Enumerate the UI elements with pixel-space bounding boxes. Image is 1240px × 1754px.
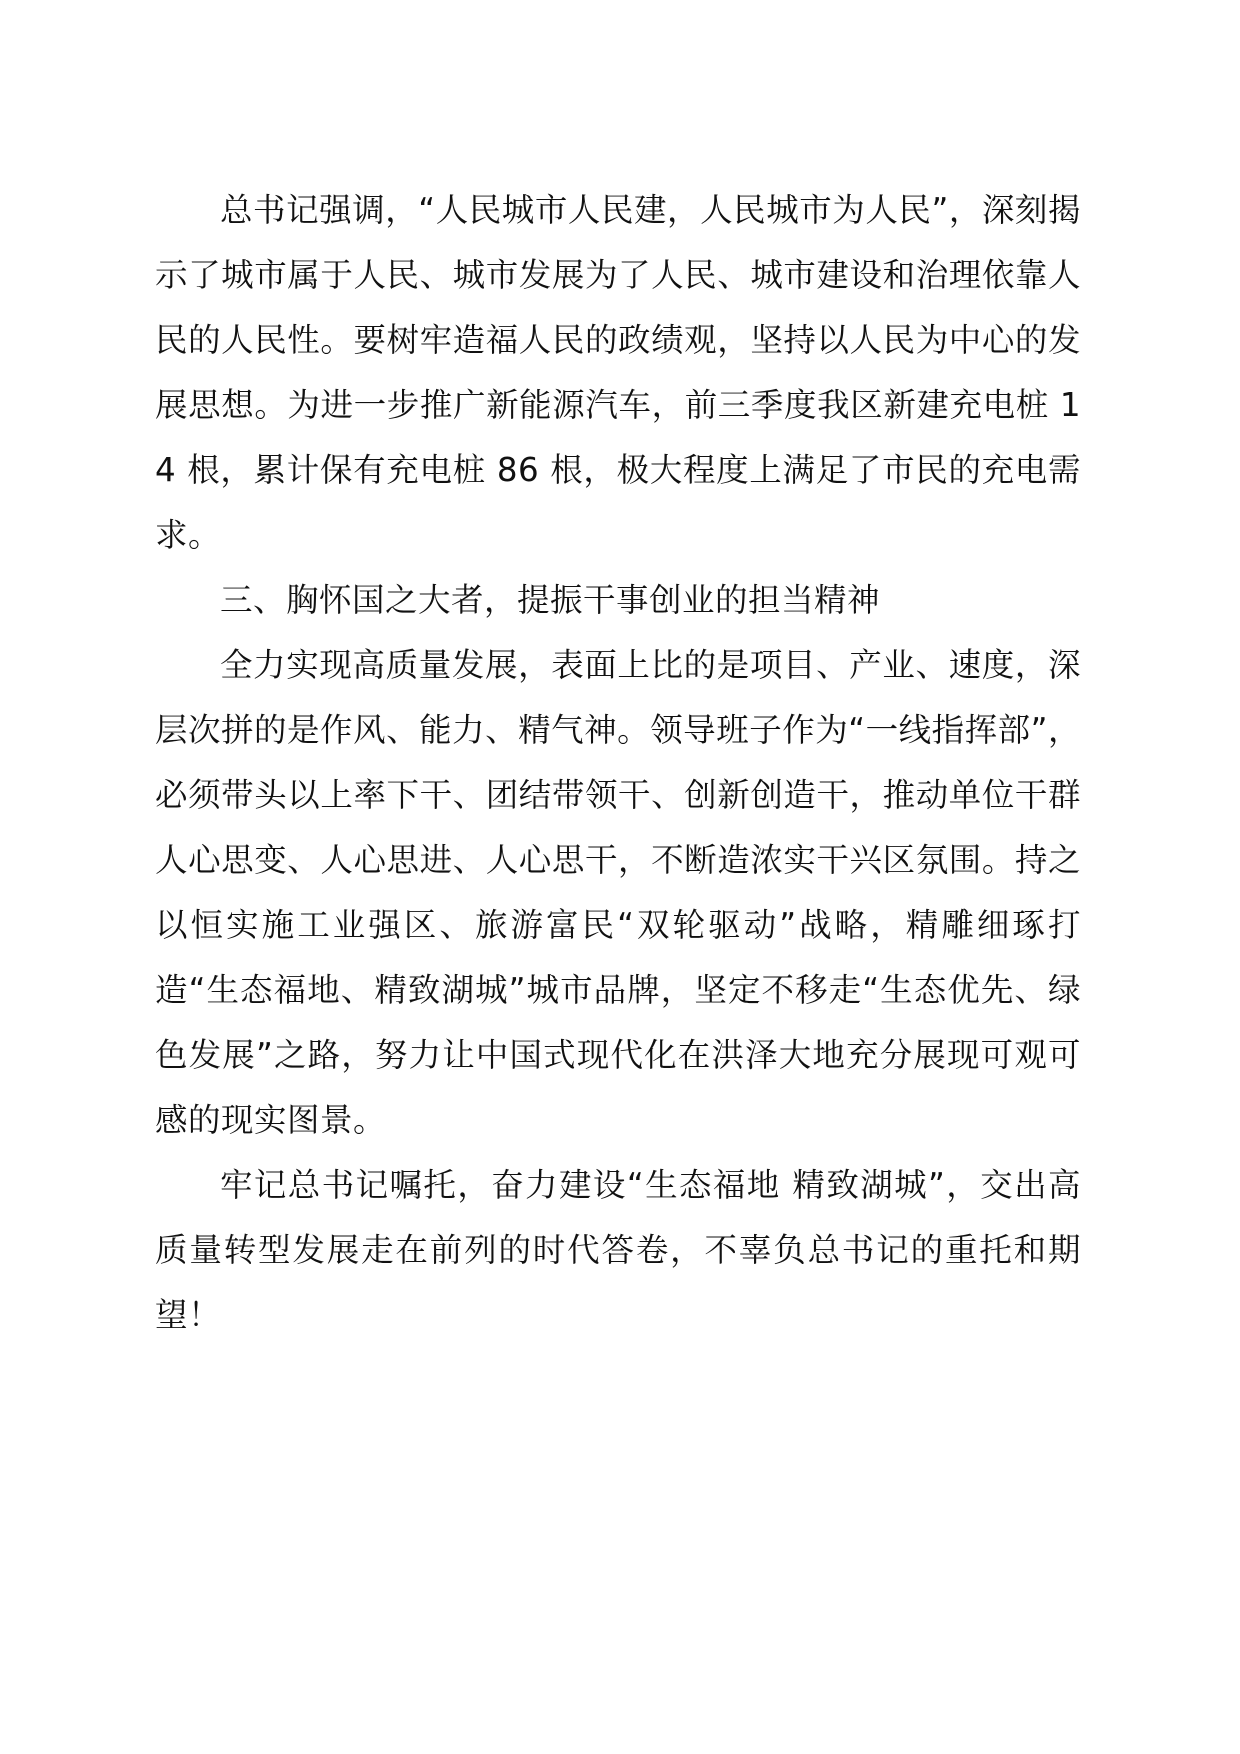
paragraph-high-quality-development: 全力实现高质量发展，表面上比的是项目、产业、速度，深层次拼的是作风、能力、精气神。领导班子作为“一线指挥部”，必须带头以上率下干、团结带领干、创新创造干，推动单位干群人心思变、人心思进、人心思干，不断造浓实干兴区氛围。持之以恒实施工业强区、旅游富民“双轮驱动”战略，精雕细琢打造“生态福地、精致湖城”城市品牌，坚定不移走“生态优先、绿色发展”之路，努力让中国式现代化在洪泽大地充分展现可观可感的现实图景。: [155, 646, 1081, 1139]
paragraph-people-city: 总书记强调，“人民城市人民建，人民城市为人民”，深刻揭示了城市属于人民、城市发展为了人民、城市建设和治理依靠人民的人民性。要树牢造福人民的政绩观，坚持以人民为中心的发展思想。为进一步推广新能源汽车，前三季度我区新建充电桩 14 根，累计保有充电桩 86 根，极大程度上满足了市民的充电需求。: [155, 191, 1081, 554]
paragraph-closing: 牢记总书记嘱托，奋力建设“生态福地 精致湖城”，交出高质量转型发展走在前列的时代答卷，不辜负总书记的重托和期望！: [155, 1166, 1081, 1334]
section-heading-three: 三、胸怀国之大者，提振干事创业的担当精神: [220, 581, 881, 619]
document-body: [155, 178, 1081, 1348]
